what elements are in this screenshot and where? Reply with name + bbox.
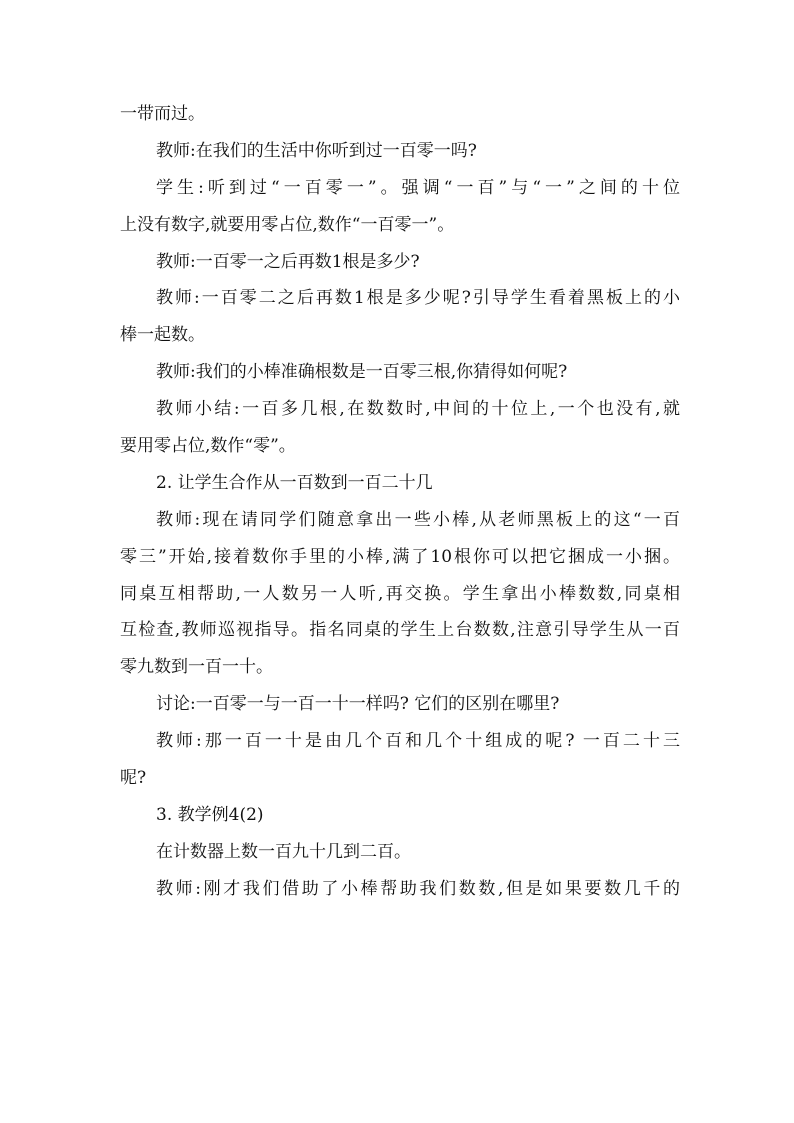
- text-line: 教师:一百零一之后再数1根是多少?: [156, 251, 420, 272]
- text-line: 教师:我们的小棒准确根数是一百零三根,你猜得如何呢?: [156, 362, 568, 383]
- text-line: 同桌互相帮助,一人数另一人听,再交换。学生拿出小棒数数,同桌相: [120, 583, 680, 604]
- text-line: 在计数器上数一百九十几到二百。: [156, 841, 411, 862]
- text-line: 教师小结:一百多几根,在数数时,中间的十位上,一个也没有,就: [156, 399, 680, 420]
- text-line: 教师:现在请同学们随意拿出一些小棒,从老师黑板上的这“一百: [156, 509, 680, 530]
- text-line: 教师:一百零二之后再数1根是多少呢?引导学生看着黑板上的小: [156, 288, 680, 309]
- text-line: 教师:刚才我们借助了小棒帮助我们数数,但是如果要数几千的: [156, 878, 680, 899]
- section-heading: 2. 让学生合作从一百数到一百二十几: [156, 472, 433, 493]
- text-line: 零三”开始,接着数你手里的小棒,满了10根你可以把它捆成一小捆。: [120, 546, 680, 567]
- text-line: 教师:那一百一十是由几个百和几个十组成的呢? 一百二十三: [156, 731, 680, 752]
- text-line: 教师:在我们的生活中你听到过一百零一吗?: [156, 140, 477, 161]
- text-line: 呢?: [120, 768, 147, 789]
- document-body: [120, 102, 680, 914]
- text-line: 学生:听到过“一百零一”。强调“一百”与“一”之间的十位: [156, 177, 680, 198]
- text-line: 一带而过。: [120, 104, 205, 124]
- text-line: 要用零占位,数作“零”。: [120, 436, 296, 457]
- text-line: 上没有数字,就要用零占位,数作“一百零一”。: [120, 214, 455, 235]
- section-heading: 3. 教学例4(2): [156, 804, 264, 825]
- text-line: 讨论:一百零一与一百一十一样吗? 它们的区别在哪里?: [156, 694, 560, 715]
- text-line: 互检查,教师巡视指导。指名同桌的学生上台数数,注意引导学生从一百: [120, 620, 680, 641]
- text-line: 零九数到一百一十。: [120, 657, 273, 678]
- text-line: 棒一起数。: [120, 325, 205, 346]
